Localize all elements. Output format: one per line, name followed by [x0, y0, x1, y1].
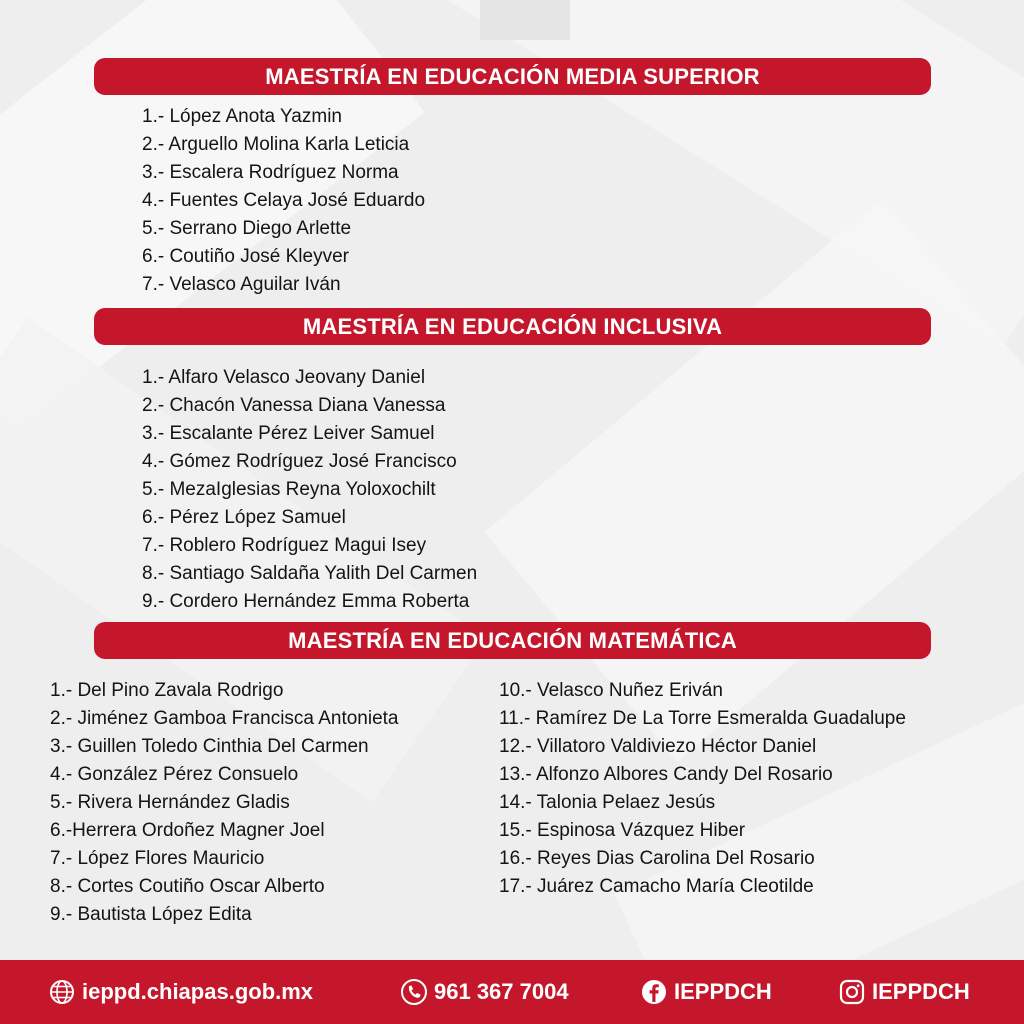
list-item: 5.- Serrano Diego Arlette: [142, 218, 352, 239]
footer-bar: [0, 960, 1024, 1024]
phone-text: 961 367 7004: [434, 979, 569, 1004]
facebook-icon: [640, 978, 668, 1006]
list-item: 1.- López Anota Yazmin: [142, 106, 342, 127]
list-item: 2.- Chacón Vanessa Diana Vanessa: [142, 395, 446, 416]
list-item: 10.- Velasco Nuñez Eriván: [499, 680, 723, 701]
section-title-media-superior: MAESTRÍA EN EDUCACIÓN MEDIA SUPERIOR: [94, 58, 931, 95]
list-item: 7.- Roblero Rodríguez Magui Isey: [142, 535, 427, 556]
section-title-matematica: MAESTRÍA EN EDUCACIÓN MATEMÁTICA: [94, 622, 931, 659]
instagram-icon: [838, 978, 866, 1006]
globe-icon: [48, 978, 76, 1006]
instagram-link[interactable]: [838, 960, 970, 1024]
list-item: 3.- Escalante Pérez Leiver Samuel: [142, 423, 435, 444]
instagram-text: IEPPDCH: [872, 979, 970, 1004]
list-item: 1.- Alfaro Velasco Jeovany Daniel: [142, 367, 426, 388]
name-list-media-superior: [142, 103, 425, 299]
website-link[interactable]: [48, 960, 313, 1024]
list-item: 7.- López Flores Mauricio: [50, 848, 265, 869]
list-item: 8.- Cortes Coutiño Oscar Alberto: [50, 876, 325, 897]
name-list-inclusiva: [142, 364, 477, 616]
list-item: 4.- Gómez Rodríguez José Francisco: [142, 451, 457, 472]
list-item: 9.- Bautista López Edita: [50, 904, 252, 925]
list-item: 7.- Velasco Aguilar Iván: [142, 274, 341, 295]
list-item: 13.- Alfonzo Albores Candy Del Rosario: [499, 764, 833, 785]
list-item: 6.- Pérez López Samuel: [142, 507, 346, 528]
phone-icon: [400, 978, 428, 1006]
list-item: 8.- Santiago Saldaña Yalith Del Carmen: [142, 563, 478, 584]
list-item: 6.- Coutiño José Kleyver: [142, 246, 349, 267]
facebook-text: IEPPDCH: [674, 979, 772, 1004]
list-item: 3.- Escalera Rodríguez Norma: [142, 162, 399, 183]
list-item: 2.- Arguello Molina Karla Leticia: [142, 134, 410, 155]
list-item: 5.- Rivera Hernández Gladis: [50, 792, 290, 813]
section-title-inclusiva: MAESTRÍA EN EDUCACIÓN INCLUSIVA: [94, 308, 931, 345]
list-item: 3.- Guillen Toledo Cinthia Del Carmen: [50, 736, 369, 757]
list-item: 12.- Villatoro Valdiviezo Héctor Daniel: [499, 736, 817, 757]
name-list-matematica-right: [499, 677, 906, 901]
list-item: 15.- Espinosa Vázquez Hiber: [499, 820, 746, 841]
list-item: 4.- Fuentes Celaya José Eduardo: [142, 190, 426, 211]
list-item: 17.- Juárez Camacho María Cleotilde: [499, 876, 814, 897]
facebook-link[interactable]: [640, 960, 772, 1024]
name-list-matematica-left: [50, 677, 399, 929]
website-text: ieppd.chiapas.gob.mx: [82, 979, 314, 1004]
list-item: 2.- Jiménez Gamboa Francisca Antonieta: [50, 708, 399, 729]
list-item: 1.- Del Pino Zavala Rodrigo: [50, 680, 284, 701]
list-item: 6.-Herrera Ordoñez Magner Joel: [50, 820, 325, 841]
list-item: 5.- MezaIglesias Reyna Yoloxochilt: [142, 479, 436, 500]
list-item: 16.- Reyes Dias Carolina Del Rosario: [499, 848, 815, 869]
list-item: 11.- Ramírez De La Torre Esmeralda Guadalupe: [499, 708, 906, 729]
list-item: 9.- Cordero Hernández Emma Roberta: [142, 591, 470, 612]
list-item: 4.- González Pérez Consuelo: [50, 764, 299, 785]
background-shape: [480, 0, 570, 40]
list-item: 14.- Talonia Pelaez Jesús: [499, 792, 716, 813]
phone-link[interactable]: [400, 960, 569, 1024]
